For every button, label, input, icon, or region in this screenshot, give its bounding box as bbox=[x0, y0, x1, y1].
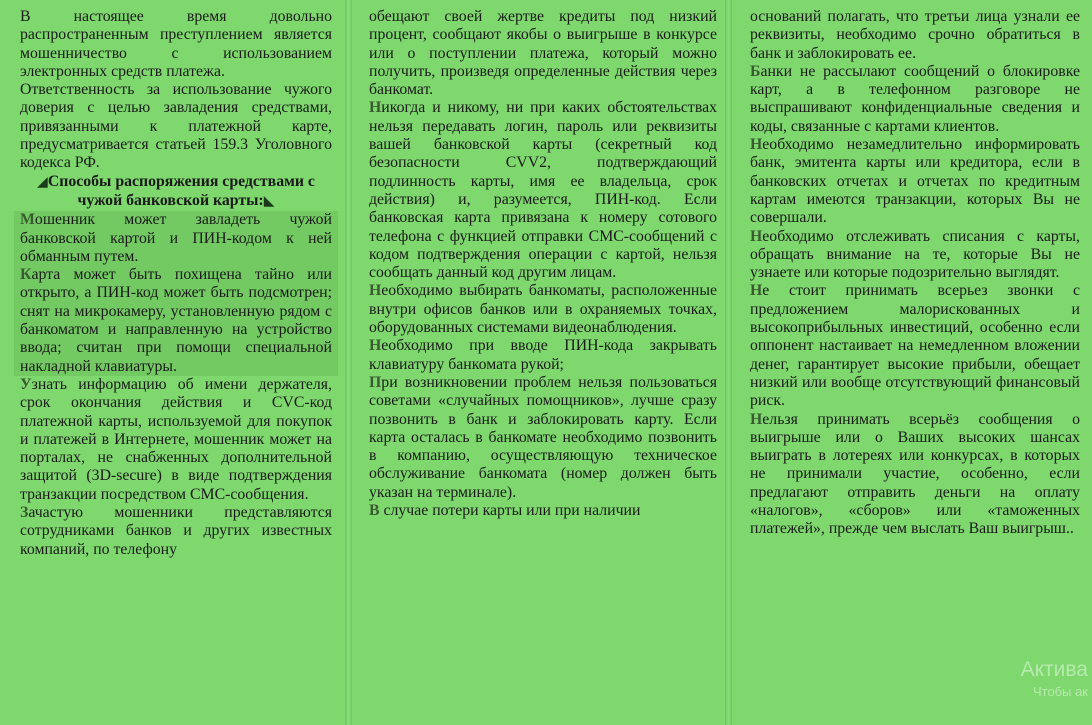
drop-letter: М bbox=[20, 211, 35, 229]
drop-letter: Б bbox=[750, 62, 761, 80]
paragraph-banks-dont-send bbox=[750, 63, 1080, 136]
drop-letter: К bbox=[20, 266, 32, 284]
paragraph-problems bbox=[369, 374, 717, 502]
drop-letter: Н bbox=[750, 227, 763, 245]
paragraph-card-theft bbox=[14, 211, 338, 266]
paragraph-text: анки не рассылают сообщений о блокировке карт, а в телефонном разговоре не выспрашивают конфиденциальные сведения и коды, связанные с картами клиентов. bbox=[750, 62, 1080, 135]
drop-letter: Н bbox=[750, 282, 763, 300]
section-heading bbox=[20, 173, 332, 212]
paragraph-text: ри возникновении проблем нельзя пользоваться советами «случайных помощников», лучше сразу позвонить в банк и заблокировать карту. Если карта осталась в банкомате необходимо позвонить в компанию, осуществляющую техническое обслуживание банкомата (номер должен быть указан на терминале). bbox=[369, 373, 717, 501]
drop-letter: Н bbox=[369, 337, 382, 355]
leaflet-column-1 bbox=[0, 0, 352, 725]
paragraph-text: еобходимо при вводе ПИН-кода закрывать клавиатуру банкомата рукой; bbox=[369, 337, 717, 373]
paragraph-inform-bank bbox=[750, 136, 1080, 227]
paragraph-text: ошенник может завладеть чужой банковской картой и ПИН-кодом к ней обманным путем. bbox=[20, 211, 332, 265]
drop-letter: У bbox=[20, 375, 32, 393]
triangle-left-icon: ◢ bbox=[37, 174, 48, 190]
paragraph-text: еобходимо незамедлительно информировать банк, эмитента карты или кредитора, если в банковских отчетах и отчетах по кредитным картам имеются транзакции, которых Вы не совершали. bbox=[750, 136, 1080, 227]
paragraph-text: еобходимо выбирать банкоматы, расположенные внутри офисов банков или в охраняемых точках, оборудованных системами видеонаблюдения. bbox=[369, 282, 717, 337]
paragraph-text: знать информацию об имени держателя, срок окончания действия и CVC-код платежной карты, используемой для покупок и платежей в Интернете, мошенник может на порталах, не снабженных дополнительной защитой (3D-secure) в виде подтверждения транзакции посредством СМС-сообщения. bbox=[20, 375, 332, 503]
drop-letter: Н bbox=[750, 136, 763, 154]
paragraph-track-charges bbox=[750, 228, 1080, 283]
drop-letter: Н bbox=[369, 282, 382, 300]
paragraph-block-card: оснований полагать, что третьи лица узнали ее реквизиты, необходимо срочно обратиться в банк и заблокировать ее. bbox=[750, 8, 1080, 62]
paragraph-investment-calls bbox=[750, 282, 1080, 410]
watermark-subtitle: Чтобы ак bbox=[1032, 684, 1088, 699]
paragraph-never-share bbox=[369, 99, 717, 282]
drop-letter: В bbox=[369, 502, 380, 520]
drop-letter: Н bbox=[750, 410, 763, 428]
paragraph-text: е стоит принимать всерьез звонки с предложением малорискованных и высокоприбыльных инвестиций, особенно если оппонент настаивает на немедленном вложении денег, гарантирует высокие прибыли, обещает низкий или вообще отсутствующий финансовый риск. bbox=[750, 282, 1080, 410]
paragraph-choose-atm bbox=[369, 282, 717, 337]
drop-letter: П bbox=[369, 373, 382, 391]
paragraph-card-loss bbox=[369, 502, 717, 520]
triangle-right-icon: ◣ bbox=[263, 193, 275, 209]
drop-letter: З bbox=[20, 504, 29, 522]
paragraph-text: еобходимо отслеживать списания с карты, обращать внимание на те, которые Вы не узнаете или которые подозрительно выглядят. bbox=[750, 227, 1080, 282]
leaflet-column-2 bbox=[352, 0, 729, 725]
paragraph-text: икогда и никому, ни при каких обстоятельствах нельзя передавать логин, пароль или реквизиты вашей банковской карты (секретный код безопасности CVV2, подтверждающий подлинность карты, имя ее владельца, срок действия) и, разумеется, ПИН-код. Если банковская карта привязана к номеру сотового телефона с функцией отправки СМС-сообщений с кодом подтверждения операции с картой, нельзя сообщать данный код другим лицам. bbox=[369, 99, 717, 282]
liability-paragraph: Ответственность за использование чужого доверия с целью завладения средствами, привязанными к платежной карте, предусматривается статьей 159.3 Уголовного кодекса РФ. bbox=[20, 81, 332, 172]
paragraph-text: арта может быть похищена тайно или открыто, а ПИН-код может быть подсмотрен; снят на микрокамеру, установленную рядом с банкоматом и направленную на устройство ввода; считан при помощи специальной накладной клавиатуры. bbox=[20, 266, 332, 375]
watermark-title: Актива bbox=[1020, 658, 1088, 681]
paragraph-text: ачастую мошенники представляются сотрудниками банков и других известных компаний, по телефону bbox=[20, 504, 332, 558]
paragraph-cover-keypad bbox=[369, 337, 717, 374]
paragraph-fake-offers: обещают своей жертве кредиты под низкий процент, сообщают якобы о выигрыше в конкурсе или о поступлении платежа, который можно получить, произведя определенные действия через банкомат. bbox=[369, 8, 717, 99]
drop-letter: Н bbox=[369, 99, 382, 117]
paragraph-text: случае потери карты или при наличии bbox=[379, 502, 641, 520]
paragraph-fake-employees bbox=[20, 504, 332, 559]
leaflet-column-3 bbox=[729, 0, 1092, 725]
intro-paragraph: В настоящее время довольно распространенным преступлением является мошенничество с использованием электронных средств платежа. bbox=[20, 8, 332, 80]
paragraph-text: ельзя принимать всерьёз сообщения о выигрыше или о Ваших высоких шансах выиграть в лотереях или конкурсах, в которых не принимали участие, особенно, если предлагают отправить деньги на оплату «налогов», «сборов» или «таможенных платежей», прежде чем выслать Ваш выигрыш.. bbox=[750, 410, 1080, 538]
section-heading-text: Способы распоряжения средствами с чужой банковской карты: bbox=[47, 172, 315, 209]
activation-watermark bbox=[1021, 658, 1088, 702]
paragraph-online-data bbox=[20, 376, 332, 504]
paragraph-lottery-scam bbox=[750, 411, 1080, 539]
paragraph-pin-spying bbox=[14, 266, 338, 376]
